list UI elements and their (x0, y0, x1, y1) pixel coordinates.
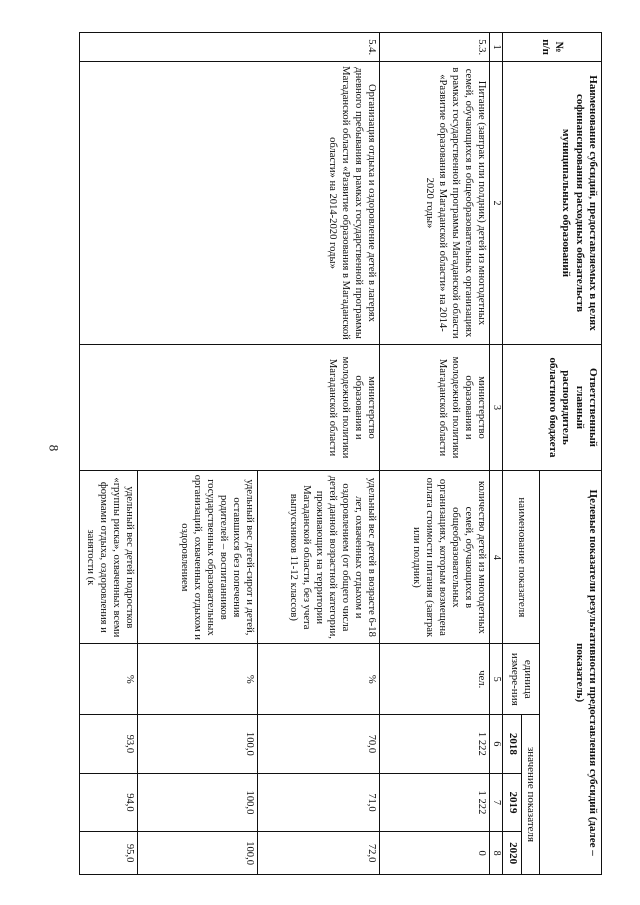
table-row (380, 33, 490, 875)
col-number: 4 (490, 471, 503, 644)
indicator-unit: % (138, 644, 258, 715)
rotated-table-container (49, 32, 602, 875)
subsidy-indicators-table (79, 32, 602, 875)
header-year-2018: 2018 (503, 715, 521, 774)
value-2020: 100,0 (138, 832, 258, 875)
col-number: 3 (490, 344, 503, 471)
col-number: 5 (490, 644, 503, 715)
header-value: значение показателя (521, 715, 539, 875)
value-2019: 94,0 (80, 773, 138, 832)
col-number: 1 (490, 33, 503, 62)
page-number: 8 (46, 444, 62, 452)
indicator-unit: % (258, 644, 380, 715)
value-2018: 1 222 (380, 715, 490, 774)
col-number: 2 (490, 62, 503, 344)
row-num: 5.4. (80, 33, 380, 62)
value-2019: 1 222 (380, 773, 490, 832)
header-num: № п/п (503, 33, 602, 62)
header-indicator-name: наименование показателя (503, 471, 540, 644)
column-numbers-row (490, 33, 503, 875)
col-number: 6 (490, 715, 503, 774)
value-2018: 93,0 (80, 715, 138, 774)
table-row (258, 33, 380, 875)
indicator-unit: % (80, 644, 138, 715)
header-subsidy-name: Наименование субсидий, предоставляемых в целях софинансирования расходных обязательств муниципальных образований (503, 62, 602, 344)
row-num: 5.3. (380, 33, 490, 62)
subsidy-name: Организация отдыха и оздоровление детей в лагерях дневного пребывания в рамках государственной программы Магаданской области «Развитие образования в Магаданской области» на 2014-2020 годы» (80, 62, 380, 344)
indicator-name: удельный вес детей подростков «группы риска», охваченных всеми формами отдыха, оздоровления и занятости (к (80, 471, 138, 644)
col-number: 8 (490, 832, 503, 875)
value-2018: 70,0 (258, 715, 380, 774)
value-2018: 100,0 (138, 715, 258, 774)
subsidy-name: Питание (завтрак или полдник) детей из многодетных семей, обучающихся в общеобразовательных организациях в рамках государственной программы Магаданской области «Развитие образования в Магаданской области» на 2014-2020 годы» (380, 62, 490, 344)
header-responsible: Ответственный главный распорядитель областного бюджета (503, 344, 602, 471)
responsible: министерство образования и молодежной политики Магаданской области (380, 344, 490, 471)
header-year-2019: 2019 (503, 773, 521, 832)
responsible: министерство образования и молодежной политики Магаданской области (80, 344, 380, 471)
value-2020: 95,0 (80, 832, 138, 875)
indicator-name: количество детей из многодетных семей, обучающихся в общеобразовательных организациях, которым возмещена оплата стоимости питания (завтрак или полдник) (380, 471, 490, 644)
indicator-unit: чел. (380, 644, 490, 715)
value-2020: 72,0 (258, 832, 380, 875)
header-year-2020: 2020 (503, 832, 521, 875)
indicator-name: удельный вес детей в возрасте 6-18 лет, охваченных отдыхом и оздоровлением (от общего числа детей данной возрастной категории, проживающих на территории Магаданской области, без учета выпускников 11-12 классов) (258, 471, 380, 644)
value-2020: 0 (380, 832, 490, 875)
header-indicators: Целевые показатели результативности предоставления субсидий (далее – показатель) (540, 471, 602, 875)
col-number: 7 (490, 773, 503, 832)
value-2019: 71,0 (258, 773, 380, 832)
value-2019: 100,0 (138, 773, 258, 832)
header-unit: единица измере-ния (503, 644, 540, 715)
indicator-name: удельный вес детей-сирот и детей, оставшихся без попечения родителей – воспитанников государственных образовательных организаций, охваченных отдыхом и оздоровлением (138, 471, 258, 644)
